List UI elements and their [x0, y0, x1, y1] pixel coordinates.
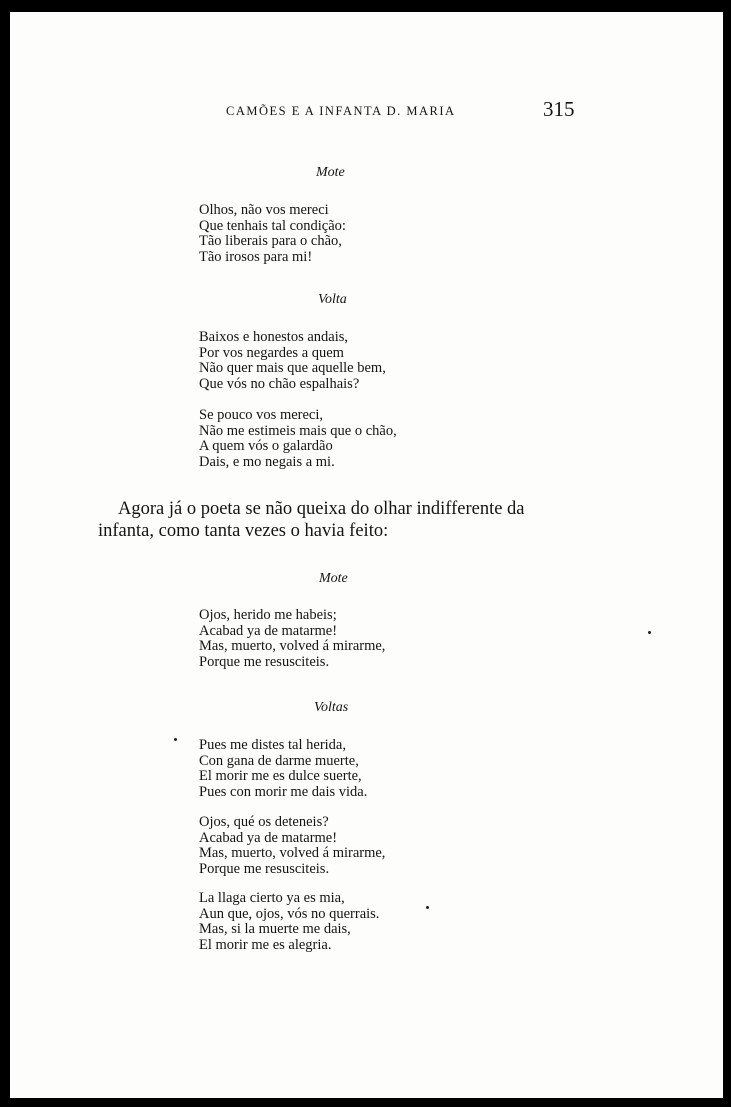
mote-heading-2: Mote — [319, 571, 348, 586]
verse-line: Tão liberais para o chão, — [199, 233, 342, 249]
verse-line: Mas, si la muerte me dais, — [199, 921, 351, 937]
prose-line: Agora já o poeta se não queixa do olhar indifferente da — [118, 499, 525, 519]
volta-stanza-2 — [199, 408, 397, 470]
book-page — [10, 12, 723, 1098]
voltas-stanza-2 — [199, 815, 385, 877]
prose-paragraph — [98, 498, 578, 542]
running-title: CAMÕES E A INFANTA D. MARIA — [226, 104, 456, 118]
verse-line: Não me estimeis mais que o chão, — [199, 422, 397, 439]
verse-line: Baixos e honestos andais, — [199, 329, 349, 345]
scan-speck — [426, 906, 429, 909]
verse-line: Con gana de darme muerte, — [199, 752, 359, 769]
prose-line: infanta, como tanta vezes o havia feito: — [98, 521, 389, 541]
verse-line: Que vós no chão espalhais? — [199, 375, 360, 392]
verse-line: Mas, muerto, volved á mirarme, — [199, 845, 386, 861]
verse-line: Acabad ya de matarme! — [199, 622, 338, 639]
verse-line: Olhos, não vos mereci — [199, 202, 329, 218]
verse-line: El morir me es alegria. — [199, 936, 332, 953]
verse-line: Porque me resusciteis. — [199, 653, 330, 670]
verse-line: Pues me distes tal herida, — [199, 737, 346, 753]
voltas-stanza-1 — [199, 738, 367, 800]
verse-line: A quem vós o galardão — [199, 438, 333, 454]
scan-speck — [174, 738, 177, 741]
verse-line: Dais, e mo negais a mi. — [199, 453, 335, 470]
verse-line: Por vos negardes a quem — [199, 344, 344, 361]
verse-line: El morir me es dulce suerte, — [199, 768, 362, 784]
voltas-heading: Voltas — [314, 700, 349, 715]
voltas-stanza-3 — [199, 891, 379, 953]
page-number: 315 — [543, 97, 575, 121]
verse-line: Que tenhais tal condição: — [199, 217, 346, 234]
verse-line: Ojos, qué os deteneis? — [199, 814, 329, 830]
mote-stanza-2 — [199, 608, 385, 670]
verse-line: Aun que, ojos, vós no querrais. — [199, 905, 380, 922]
verse-line: Mas, muerto, volved á mirarme, — [199, 638, 386, 654]
verse-line: Se pouco vos mereci, — [199, 407, 324, 423]
verse-line: Pues con morir me dais vida. — [199, 783, 368, 800]
verse-line: Ojos, herido me habeis; — [199, 607, 337, 623]
verse-line: Tão irosos para mi! — [199, 248, 313, 265]
verse-line: Não quer mais que aquelle bem, — [199, 360, 386, 376]
mote-heading: Mote — [316, 165, 345, 180]
verse-line: Porque me resusciteis. — [199, 860, 330, 877]
verse-line: La llaga cierto ya es mia, — [199, 890, 345, 906]
volta-heading: Volta — [318, 292, 347, 307]
volta-stanza-1 — [199, 330, 386, 392]
scan-speck — [648, 631, 651, 634]
mote-stanza — [199, 203, 346, 265]
verse-line: Acabad ya de matarme! — [199, 829, 338, 846]
